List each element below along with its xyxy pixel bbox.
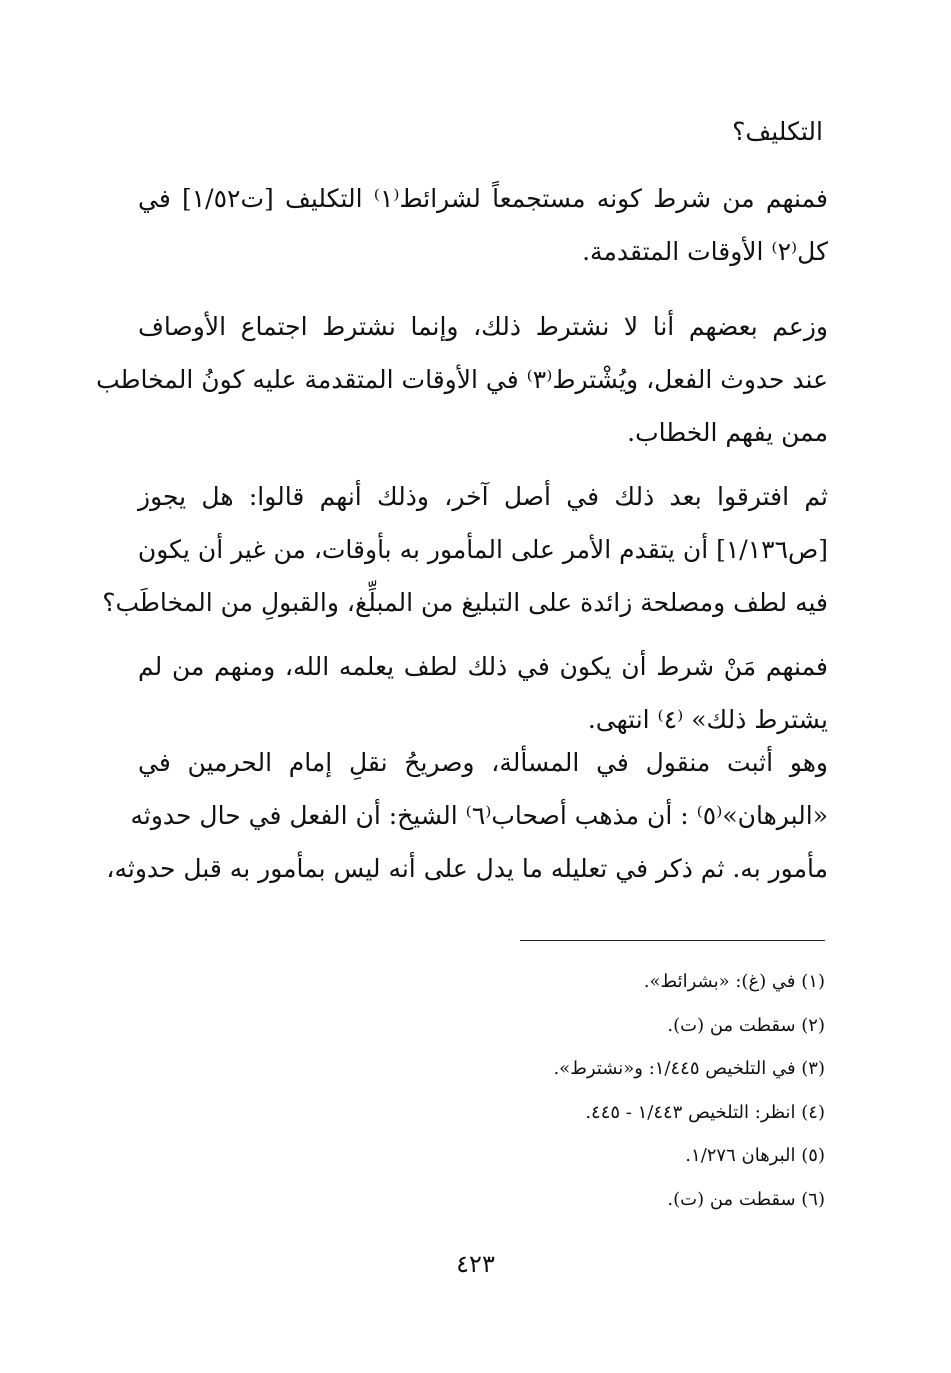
footnote-item: (٣) في التلخيص ١/٤٤٥: و«نشترط». — [553, 1058, 825, 1079]
page-number: ٤٢٣ — [456, 1250, 495, 1278]
footnotes — [325, 960, 825, 1221]
paragraph-1 — [138, 172, 828, 278]
text-line: وهو أثبت منقول في المسألة، وصريحُ نقلِ إمام الحرمين في — [138, 748, 828, 777]
text-line: عند حدوث الفعل، ويُشْترط⁽٣⁾ في الأوقات المتقدمة عليه كونُ المخاطب — [96, 365, 828, 394]
footnote-item: (٥) البرهان ١/٢٧٦. — [685, 1145, 825, 1166]
footnote-item: (٢) سقطت من (ت). — [667, 1014, 825, 1036]
paragraph-3 — [102, 470, 828, 629]
text-line: «البرهان»⁽٥⁾ : أن مذهب أصحاب⁽٦⁾ الشيخ: أن الفعل في حال حدوثه — [130, 801, 828, 830]
text-line: فيه لطف ومصلحة زائدة على التبليغ من المبلِّغ، والقبولِ من المخاطَب؟ — [102, 588, 828, 617]
footnote-separator — [520, 940, 825, 941]
continued-word: التكليف؟ — [732, 117, 823, 146]
text-line: ممن يفهم الخطاب. — [627, 418, 828, 447]
footnote-item: (١) في (غ): «بشرائط». — [643, 971, 825, 992]
text-line: يشترط ذلك» ⁽٤⁾ انتهى. — [587, 705, 828, 734]
text-line: وزعم بعضهم أنا لا نشترط ذلك، وإنما نشترط اجتماع الأوصاف — [138, 312, 828, 341]
text-line: [ص١/١٣٦] أن يتقدم الأمر على المأمور به بأوقات، من غير أن يكون — [137, 535, 828, 564]
text-line: كل⁽٢⁾ الأوقات المتقدمة. — [582, 237, 828, 266]
text-line: ثم افترقوا بعد ذلك في أصل آخر، وذلك أنهم قالوا: هل يجوز — [138, 482, 828, 511]
text-line: فمنهم من شرط كونه مستجمعاً لشرائط⁽١⁾ التكليف [ت١/٥٢] في — [138, 184, 828, 213]
text-line: مأمور به. ثم ذكر في تعليله ما يدل على أنه ليس بمأمور به قبل حدوثه، — [106, 854, 828, 883]
text-line: فمنهم مَنْ شرط أن يكون في ذلك لطف يعلمه الله، ومنهم من لم — [138, 652, 828, 681]
footnote-item: (٤) انظر: التلخيص ١/٤٤٣ - ٤٤٥. — [585, 1101, 825, 1123]
paragraph-5 — [106, 736, 828, 895]
footnote-item: (٦) سقطت من (ت). — [667, 1188, 825, 1210]
paragraph-4 — [138, 640, 828, 746]
paragraph-2 — [96, 300, 828, 459]
